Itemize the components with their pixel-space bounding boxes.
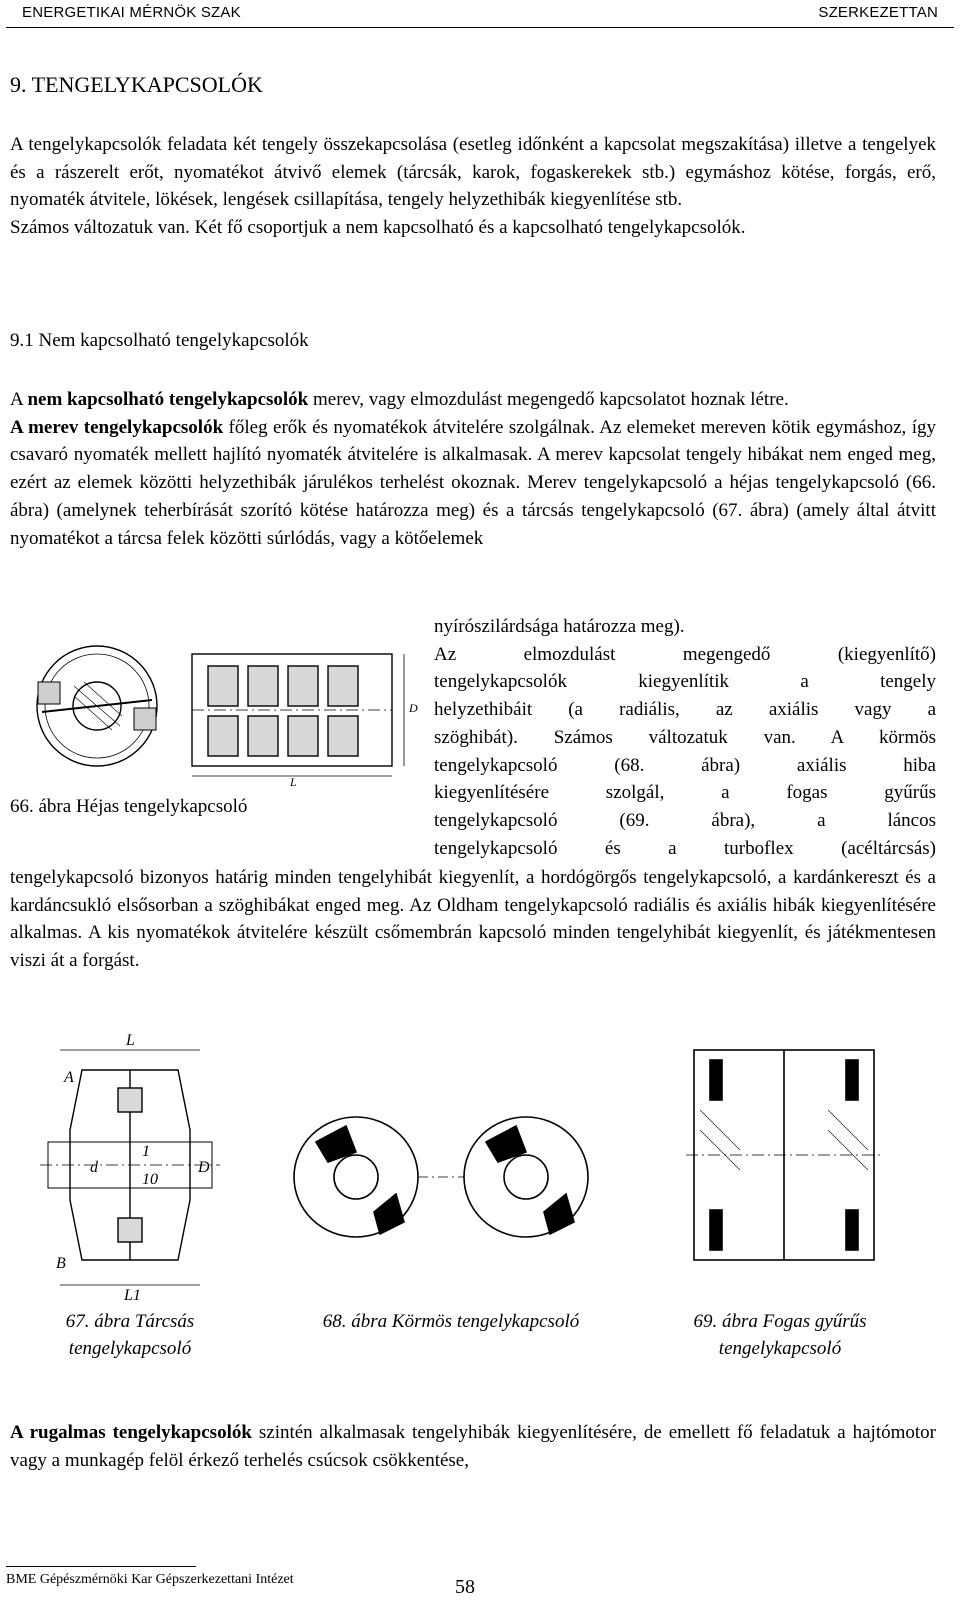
flexible-bold: A rugalmas tengelykapcsolók (10, 1422, 252, 1443)
side-line: szöghibát). Számos változatuk van. A körmös (434, 726, 936, 748)
rigid-block (10, 386, 936, 552)
p2-bold: A merev tengelykapcsolók (10, 416, 224, 438)
p1-pre: A (10, 389, 28, 410)
side-line: tengelykapcsoló és a turboflex (acéltárcsás) (434, 837, 936, 859)
subsection-title: 9.1 Nem kapcsolható tengelykapcsolók (10, 330, 309, 351)
header-rule (6, 27, 954, 28)
p1-post: merev, vagy elmozdulást megengedő kapcsolatot hoznak létre. (308, 389, 789, 410)
side-line: tengelykapcsoló (69. ábra), a láncos (434, 809, 936, 831)
rigid-paragraph (10, 414, 936, 553)
fig67-label-b: B (56, 1255, 66, 1272)
compensating-block (10, 864, 936, 975)
figure-68 (276, 1082, 626, 1282)
flange-coupling-drawing (30, 1030, 230, 1300)
footer-rule (6, 1566, 196, 1567)
gear-coupling-drawing (680, 1040, 890, 1280)
p2-post: főleg erők és nyomatékok átvitelére szolgálnak. Az elemeket mereven kötik egymáshoz, így csavaró nyomaték mellett hajlító nyomaték átvitelére is alkalmasak. A merev kapcsolat tengely hibákat nem enged meg, ezért az elemek közötti helyzethibák járulékos terhelést okoznak. Merev tengelykapcsoló a héjas tengelykapcsoló (66. ábra) (amelynek teherbírását szorító kötése határozza meg) és a tárcsás tengelykapcsoló (67. ábra) (amely által átvitt nyomatékot a tárcsa felek közötti súrlódás, vagy a kötőelemek (10, 416, 936, 549)
side-line: Az elmozdulást megengedő (kiegyenlítő) (434, 643, 936, 665)
header-left: ENERGETIKAI MÉRNÖK SZAK (22, 4, 241, 21)
nonswitch-paragraph (10, 386, 936, 414)
side-line: tengelykapcsoló (68. ábra) axiális hiba (434, 754, 936, 776)
flexible-paragraph (10, 1419, 936, 1474)
fig67-label-a: A (64, 1069, 74, 1086)
p1-bold: nem kapcsolható tengelykapcsolók (27, 389, 309, 410)
fig66-dim-d: D (409, 701, 418, 715)
figure-66 (12, 636, 422, 786)
figure-67 (30, 1030, 230, 1300)
side-line: kiegyenlítésére szolgál, a fogas gyűrűs (434, 782, 936, 804)
page-number: 58 (455, 1576, 475, 1598)
side-column (434, 613, 936, 862)
fig67-caption: 67. ábra Tárcsás tengelykapcsoló (65, 1311, 195, 1359)
fig67-label-l1: L1 (124, 1287, 141, 1300)
fig66-dim-l: L (290, 775, 297, 786)
p2-tail: nyírószilárdsága határozza meg). (434, 616, 685, 637)
shell-coupling-drawing (12, 636, 422, 786)
intro-paragraph: A tengelykapcsolók feladata két tengely összekapcsolása (esetleg időnként a kapcsolat megszakítása) illetve a tengelyek és a rászerelt erőt, nyomatékot átvivő elemek (tárcsák, karok, fogaskerekek stb.) egymáshoz kötése, forgás, erő, nyomaték átvitele, lökések, lengések csillapítása, tengely helyzethibák kiegyenlítése stb. (10, 134, 936, 211)
fig67-label-10: 10 (142, 1171, 158, 1188)
fig69-caption: 69. ábra Fogas gyűrűs tengelykapcsoló (693, 1311, 867, 1359)
figure-69 (680, 1040, 890, 1280)
fig68-caption: 68. ábra Körmös tengelykapcsoló (322, 1311, 580, 1332)
flexible-block (10, 1419, 936, 1474)
intro-block (10, 131, 936, 242)
header-right: SZERKEZETTAN (818, 4, 938, 21)
compensating-paragraph: tengelykapcsoló bizonyos határig minden tengelyhibát kiegyenlít, a hordógörgős tengelykapcsoló, a kardánkereszt és a kardáncsukló elsősorban a szöghibákat enged meg. Az Oldham tengelykapcsoló radiális és axiális hibák kiegyenlítésére alkalmas. A kis nyomatékok átvitelére készült csőmembrán kapcsoló minden tengelyhibát kiegyenlít, és játékmentesen viszi át a forgást. (10, 867, 936, 972)
fig67-label-dd: D (198, 1159, 210, 1176)
section-title: 9. TENGELYKAPCSOLÓK (10, 72, 263, 97)
claw-coupling-drawing (276, 1082, 626, 1282)
fig67-label-l: L (126, 1032, 135, 1049)
intro-paragraph-2: Számos változatuk van. Két fő csoportjuk a nem kapcsolható és a kapcsolható tengelykapcsolók. (10, 217, 746, 239)
side-line: helyzethibáit (a radiális, az axiális vagy a (434, 699, 936, 721)
flexible-text: szintén alkalmasak tengelyhibák kiegyenlítésére, de emellett fő feladatuk a hajtómotor vagy a munkagép felöl érkező terhelés csúcsok csökkentése, (10, 1422, 936, 1471)
footer-left: BME Gépészmérnöki Kar Gépszerkezettani Intézet (6, 1572, 294, 1587)
fig66-caption: 66. ábra Héjas tengelykapcsoló (10, 796, 248, 817)
fig67-label-1: 1 (142, 1143, 150, 1160)
fig67-label-d: d (90, 1159, 98, 1176)
side-line: tengelykapcsolók kiegyenlítik a tengely (434, 671, 936, 693)
